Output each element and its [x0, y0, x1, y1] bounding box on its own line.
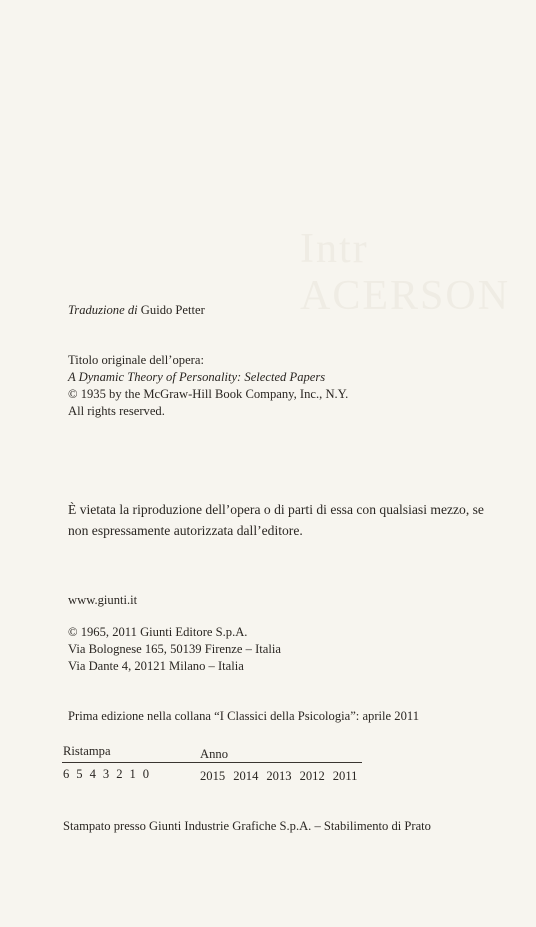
translation-label: Traduzione di [68, 303, 138, 317]
first-edition-note: Prima edizione nella collana “I Classici della Psicologia”: aprile 2011 [68, 709, 419, 723]
publisher-address-florence: Via Bolognese 165, 50139 Firenze – Italia [68, 642, 281, 656]
printer-note: Stampato presso Giunti Industrie Grafiche S.p.A. – Stabilimento di Prato [63, 819, 431, 833]
reprint-year: 2015 [200, 769, 226, 783]
original-title-block [68, 352, 348, 420]
reprint-year: 2012 [299, 769, 325, 783]
year-label: Anno [200, 747, 228, 761]
reprint-year: 2014 [233, 769, 259, 783]
reprint-digit: 6 [63, 767, 70, 781]
original-title-heading: Titolo originale dell’opera: [68, 353, 204, 367]
show-through-text: Intr [300, 226, 369, 272]
reproduction-notice: È vietata la riproduzione dell’opera o di parti di essa con qualsiasi mezzo, se non espressamente autorizzata dall’editore. [68, 502, 484, 538]
publisher-copyright: © 1965, 2011 Giunti Editore S.p.A. [68, 625, 248, 639]
translation-credit [68, 302, 205, 319]
reprint-years [200, 768, 365, 785]
reprint-digit: 3 [102, 767, 110, 781]
reprint-year: 2011 [332, 769, 358, 783]
publisher-block [68, 624, 281, 675]
rights-reserved: All rights reserved. [68, 404, 165, 418]
website-link[interactable]: www.giunti.it [68, 593, 138, 607]
original-title: A Dynamic Theory of Personality: Selected Papers [68, 370, 326, 384]
reprint-rule [62, 762, 362, 763]
reprint-digit: 0 [142, 767, 150, 781]
original-copyright: © 1935 by the McGraw-Hill Book Company, Inc., N.Y. [68, 387, 349, 401]
reprint-digits [63, 766, 156, 783]
reprint-digit: 5 [76, 767, 83, 781]
show-through-text: ACERSON [300, 273, 511, 319]
reprint-digit: 1 [129, 767, 136, 781]
translator-name: Guido Petter [140, 303, 205, 317]
reprint-label: Ristampa [63, 744, 111, 758]
publisher-address-milan: Via Dante 4, 20121 Milano – Italia [68, 659, 244, 673]
reprint-digit: 4 [89, 767, 96, 781]
reprint-digit: 2 [116, 767, 123, 781]
reprint-year: 2013 [266, 769, 292, 783]
